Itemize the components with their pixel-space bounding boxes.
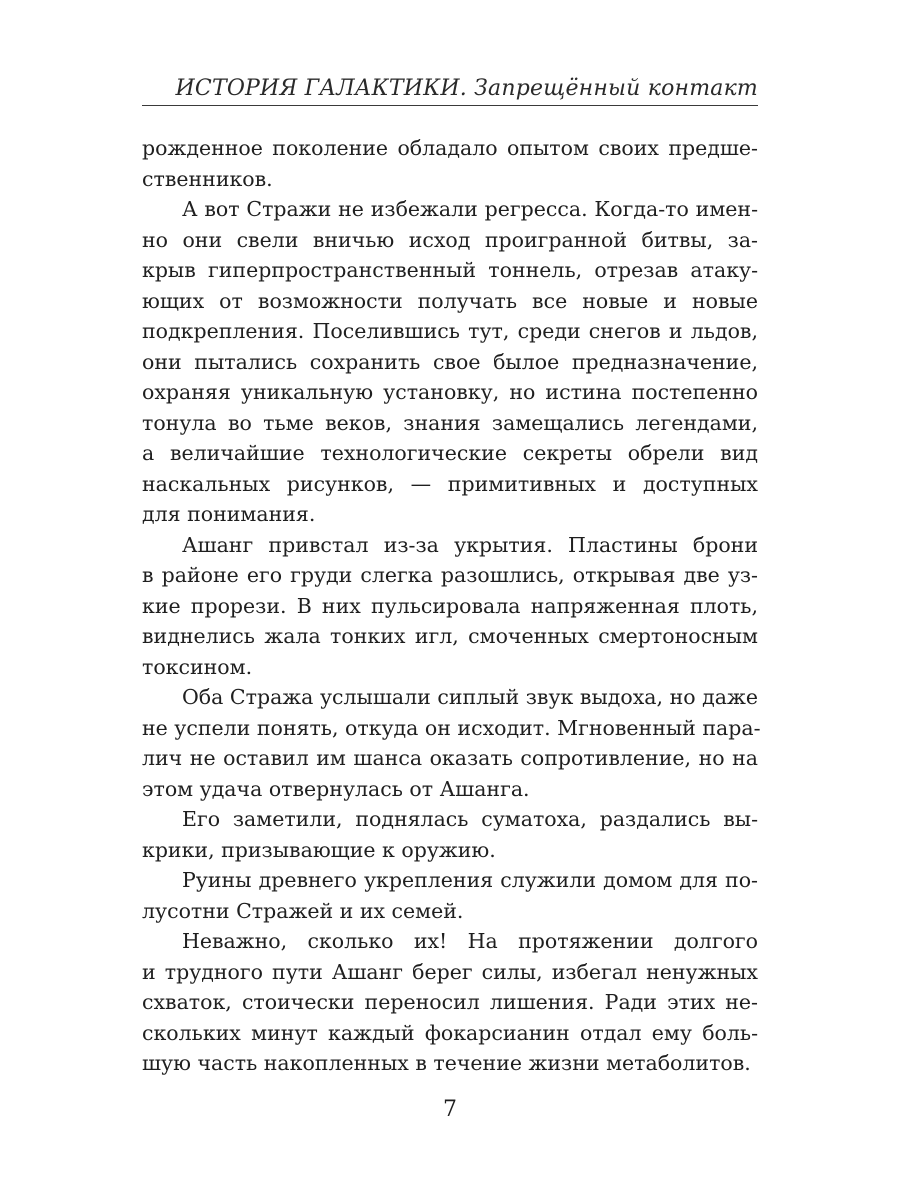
text-line: они пытались сохранить свое былое предназначение,	[142, 349, 758, 374]
text-line: тонула во тьме веков, знания замещались легендами,	[142, 410, 758, 435]
text-line: токсином.	[142, 654, 253, 679]
text-line: ющих от возможности получать все новые и новые	[142, 288, 758, 313]
text-line: рожденное поколение обладало опытом своих предше-	[142, 136, 758, 160]
text-line: крыв гиперпространственный тоннель, отрезав атаку-	[142, 258, 758, 282]
text-line: охраняя уникальную установку, но истина постепенно	[142, 380, 758, 404]
body-text	[142, 133, 761, 1079]
text-line: ственников.	[142, 166, 273, 191]
text-line: но они свели вничью исход проигранной битвы, за-	[142, 227, 758, 252]
text-line: для понимания.	[142, 502, 316, 526]
text-line: этом удача отвернулась от Ашанга.	[142, 776, 530, 801]
running-head: ИСТОРИЯ ГАЛАКТИКИ. Запрещённый контакт	[175, 76, 758, 101]
text-line: А вот Стражи не избежали регресса. Когда-то имен-	[182, 197, 758, 221]
text-line: схваток, стоически переносил лишения. Ради этих не-	[142, 990, 758, 1014]
text-line: не успели понять, откуда он исходит. Мгновенный пара-	[142, 715, 761, 740]
text-line: лич не оставил им шанса оказать сопротивление, но на	[142, 746, 758, 770]
text-line: скольких минут каждый фокарсианин отдал ему боль-	[142, 1020, 758, 1045]
text-line: крики, призывающие к оружию.	[142, 837, 496, 862]
text-line: и трудного пути Ашанг берег силы, избегал ненужных	[142, 959, 758, 984]
text-line: лусотни Стражей и их семей.	[142, 898, 464, 923]
text-line: Руины древнего укрепления служили домом для по-	[182, 868, 758, 892]
text-line: виднелись жала тонких игл, смоченных смертоносным	[142, 624, 758, 648]
text-line: Неважно, сколько их! На протяжении долгого	[182, 929, 758, 953]
text-line: в районе его груди слегка разошлись, открывая две уз-	[142, 563, 758, 587]
header-rule	[142, 105, 758, 106]
text-line: подкрепления. Поселившись тут, среди снегов и льдов,	[142, 319, 758, 343]
text-line: Его заметили, поднялась суматоха, раздались вы-	[182, 807, 758, 831]
text-line: а величайшие технологические секреты обрели вид	[142, 441, 758, 465]
text-line: наскальных рисунков, — примитивных и доступных	[142, 471, 758, 496]
text-line: Оба Стража услышали сиплый звук выдоха, но даже	[182, 685, 758, 709]
text-line: кие прорези. В них пульсировала напряженная плоть,	[142, 593, 758, 618]
text-line: Ашанг привстал из-за укрытия. Пластины брони	[182, 532, 758, 557]
page-number: 7	[443, 1097, 457, 1122]
text-line: шую часть накопленных в течение жизни метаболитов.	[142, 1051, 751, 1075]
